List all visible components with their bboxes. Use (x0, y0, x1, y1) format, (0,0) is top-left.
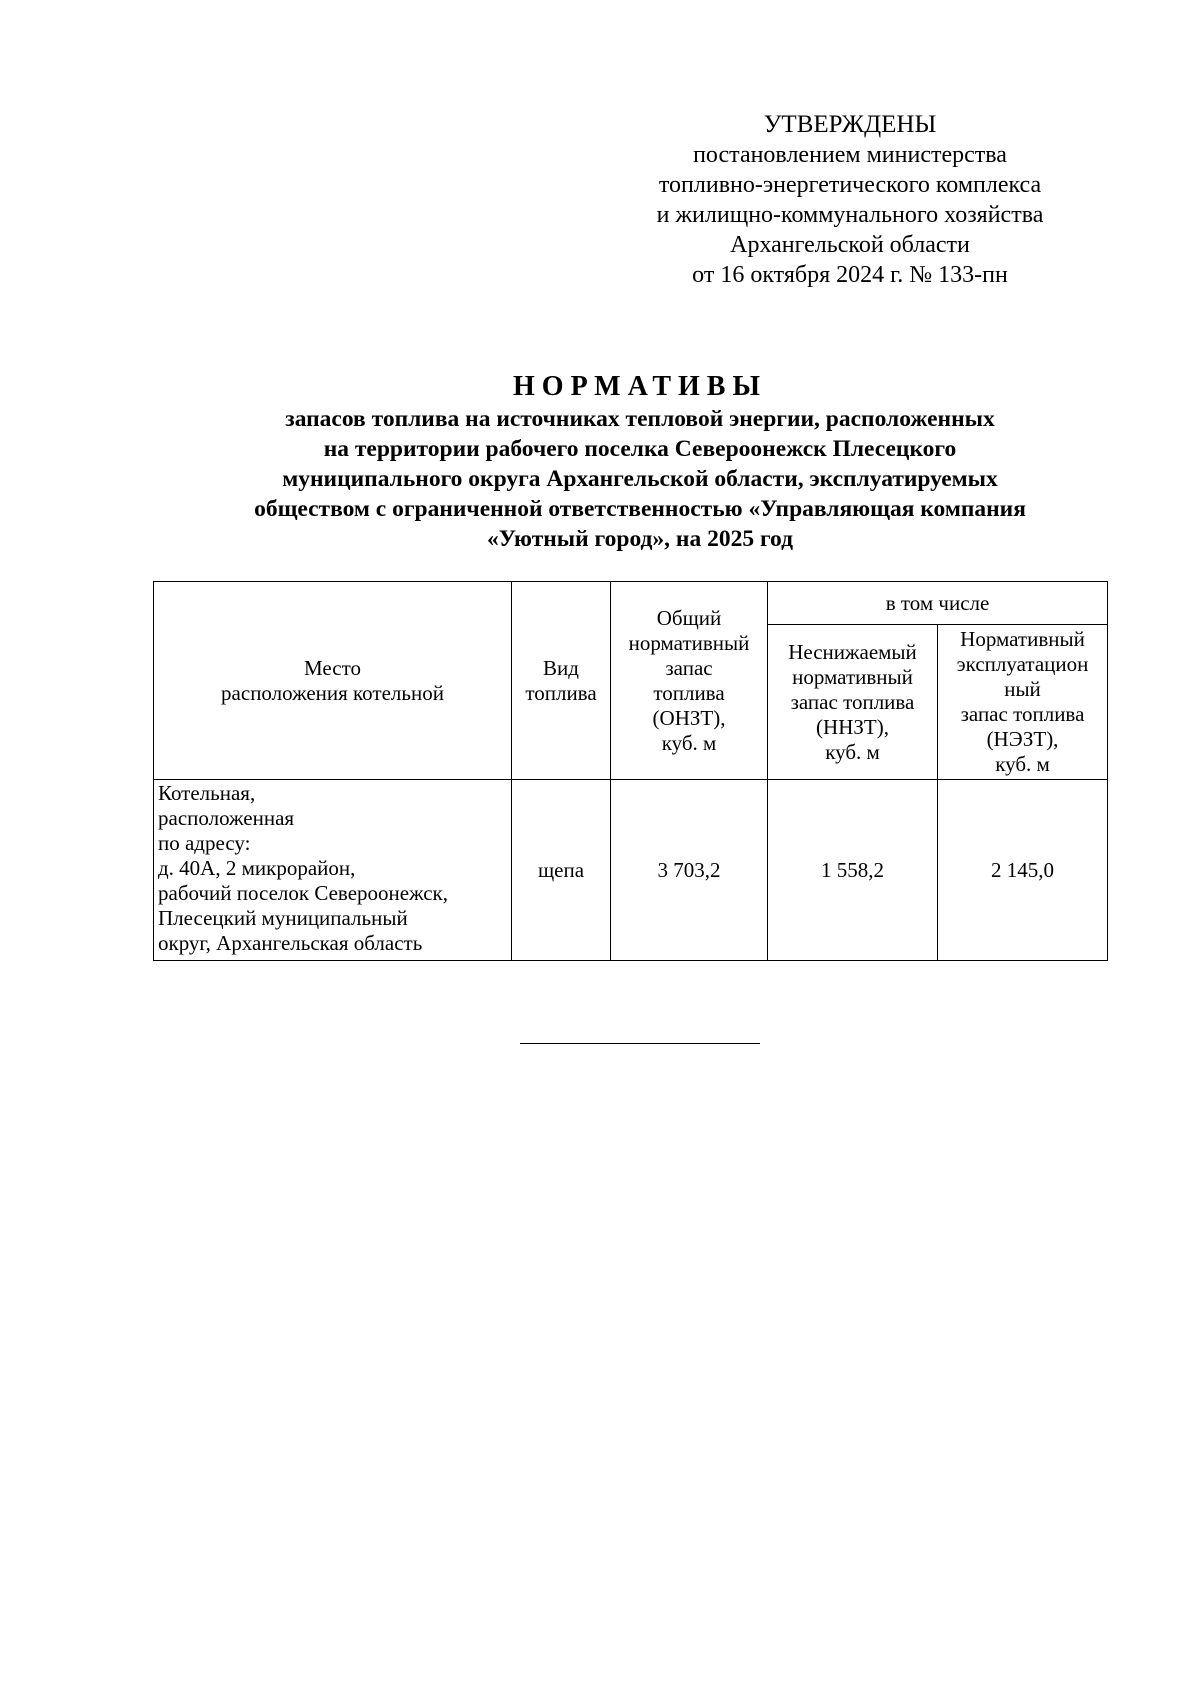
cell-fuel: щепа (512, 780, 611, 961)
heading-line: на территории рабочего поселка Североонежск Плесецкого (323, 436, 957, 462)
header-place: Место расположения котельной (154, 582, 512, 780)
approval-block (620, 110, 1080, 290)
heading-line: запасов топлива на источниках тепловой энергии, расположенных (285, 406, 995, 432)
approval-line: топливно-энергетического комплекса (658, 172, 1042, 198)
approval-line: Архангельской области (730, 232, 970, 258)
approval-line: и жилищно-коммунального хозяйства (656, 202, 1044, 228)
header-row (154, 582, 1108, 625)
approval-line: постановлением министерства (693, 142, 1007, 168)
cell-place: Котельная, расположенная по адресу: д. 40А, 2 микрорайон, рабочий поселок Североонежск, Плесецкий муниципальный округ, Архангельская область (154, 780, 512, 961)
cell-total: 3 703,2 (611, 780, 768, 961)
approval-title: УТВЕРЖДЕНЫ (763, 111, 937, 138)
heading-line: обществом с ограниченной ответственностью «Управляющая компания (254, 496, 1026, 522)
approval-date: от 16 октября 2024 г. № 133-пн (692, 262, 1008, 288)
header-group: в том числе (768, 582, 1108, 625)
norms-table (153, 581, 1108, 961)
table-row (154, 780, 1108, 961)
cell-nnzt: 1 558,2 (768, 780, 938, 961)
header-nezt: Нормативный эксплуатацион ный запас топлива (НЭЗТ), куб. м (938, 625, 1108, 780)
document-title: НОРМАТИВЫ (513, 371, 767, 402)
cell-nezt: 2 145,0 (938, 780, 1108, 961)
heading-line: муниципального округа Архангельской области, эксплуатируемых (282, 466, 998, 492)
heading-line: «Уютный город», на 2025 год (486, 526, 794, 552)
header-total: Общий нормативный запас топлива (ОНЗТ), куб. м (611, 582, 768, 780)
closing-rule (520, 1043, 760, 1044)
header-nnzt: Неснижаемый нормативный запас топлива (ННЗТ), куб. м (768, 625, 938, 780)
document-heading (150, 370, 1130, 554)
header-fuel: Вид топлива (512, 582, 611, 780)
